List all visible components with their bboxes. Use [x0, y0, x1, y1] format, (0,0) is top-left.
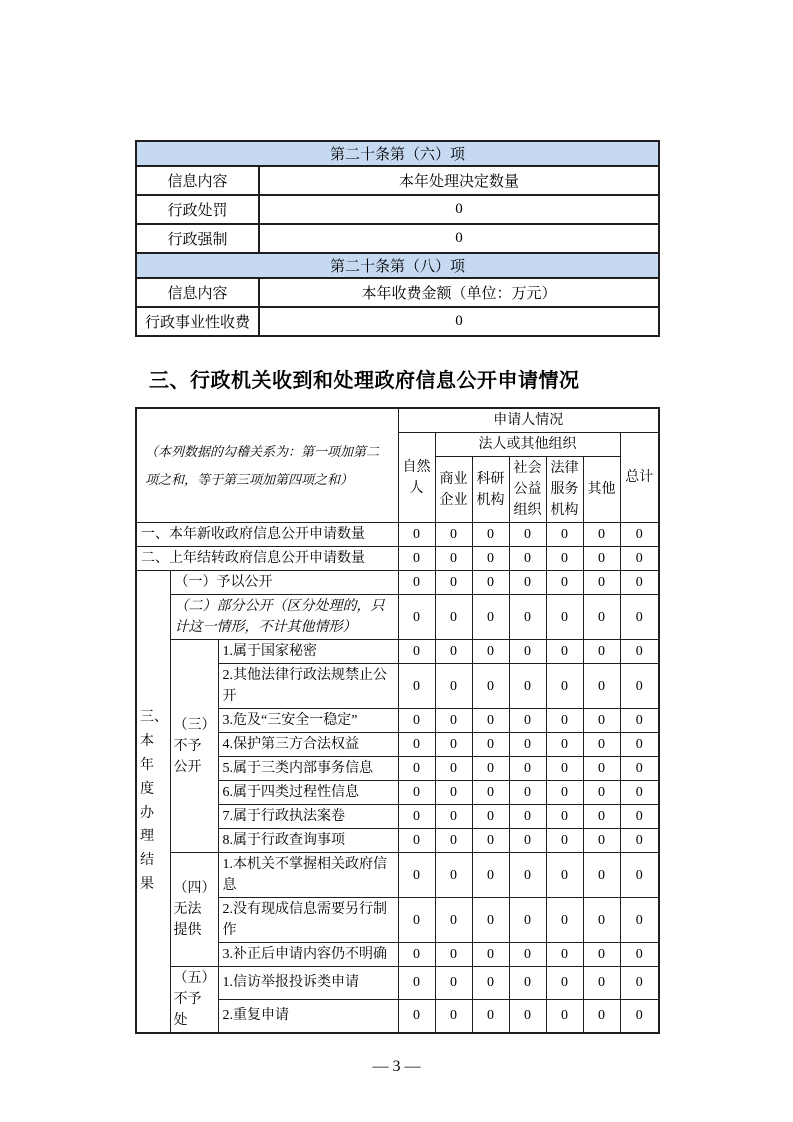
- data-cell: 0: [435, 829, 472, 853]
- row-label: 信息内容: [136, 278, 259, 307]
- row-label: 行政处罚: [136, 195, 259, 224]
- data-cell: 0: [398, 640, 435, 664]
- row-value: 本年处理决定数量: [259, 166, 659, 195]
- header-applicant-status: 申请人情况: [398, 408, 659, 433]
- data-cell: 0: [546, 999, 583, 1033]
- data-cell: 0: [398, 829, 435, 853]
- data-cell: 0: [620, 943, 659, 967]
- data-cell: 0: [620, 640, 659, 664]
- table-row: [136, 307, 659, 336]
- data-cell: 0: [620, 967, 659, 1000]
- table-row: [136, 278, 659, 307]
- table-row: [136, 141, 659, 166]
- table-row: [136, 967, 659, 1000]
- data-cell: 0: [472, 595, 509, 640]
- data-cell: 0: [620, 853, 659, 898]
- data-cell: 0: [583, 595, 620, 640]
- data-cell: 0: [509, 967, 546, 1000]
- data-cell: 0: [398, 853, 435, 898]
- data-cell: 0: [398, 898, 435, 943]
- data-cell: 0: [398, 595, 435, 640]
- category-label: （三）不予公开: [170, 640, 218, 853]
- article20-table: [135, 140, 660, 337]
- row-label: 2.重复申请: [218, 999, 398, 1033]
- row-value: 0: [259, 195, 659, 224]
- data-cell: 0: [472, 805, 509, 829]
- data-cell: 0: [472, 547, 509, 571]
- data-cell: 0: [509, 664, 546, 709]
- data-cell: 0: [509, 547, 546, 571]
- data-cell: 0: [398, 943, 435, 967]
- data-cell: 0: [472, 640, 509, 664]
- header-total: 总计: [620, 433, 659, 523]
- data-cell: 0: [472, 523, 509, 547]
- data-cell: 0: [583, 805, 620, 829]
- data-cell: 0: [435, 523, 472, 547]
- row-label: （一）予以公开: [170, 571, 398, 595]
- data-cell: 0: [583, 733, 620, 757]
- data-cell: 0: [398, 664, 435, 709]
- data-cell: 0: [472, 943, 509, 967]
- data-cell: 0: [472, 853, 509, 898]
- data-cell: 0: [509, 571, 546, 595]
- data-cell: 0: [620, 781, 659, 805]
- data-cell: 0: [435, 547, 472, 571]
- data-cell: 0: [398, 781, 435, 805]
- data-cell: 0: [509, 757, 546, 781]
- data-cell: 0: [546, 967, 583, 1000]
- data-cell: 0: [546, 595, 583, 640]
- data-cell: 0: [509, 523, 546, 547]
- document-page: [135, 0, 658, 1076]
- category-label: （四）无法提供: [170, 853, 218, 967]
- data-cell: 0: [546, 853, 583, 898]
- data-cell: 0: [398, 967, 435, 1000]
- data-cell: 0: [472, 571, 509, 595]
- data-cell: 0: [509, 999, 546, 1033]
- data-cell: 0: [509, 733, 546, 757]
- table-band-header: 第二十条第（六）项: [136, 141, 659, 166]
- data-cell: 0: [472, 757, 509, 781]
- data-cell: 0: [472, 999, 509, 1033]
- data-cell: 0: [435, 571, 472, 595]
- row-label: 4.保护第三方合法权益: [218, 733, 398, 757]
- data-cell: 0: [509, 709, 546, 733]
- data-cell: 0: [509, 829, 546, 853]
- data-cell: 0: [620, 805, 659, 829]
- data-cell: 0: [583, 943, 620, 967]
- data-cell: 0: [435, 664, 472, 709]
- data-cell: 0: [435, 967, 472, 1000]
- data-cell: 0: [509, 781, 546, 805]
- data-cell: 0: [472, 709, 509, 733]
- row-label: 行政强制: [136, 224, 259, 253]
- data-cell: 0: [620, 523, 659, 547]
- data-cell: 0: [435, 733, 472, 757]
- header-org-type: 商业企业: [435, 457, 472, 523]
- data-cell: 0: [398, 709, 435, 733]
- table-row: [136, 224, 659, 253]
- data-cell: 0: [509, 640, 546, 664]
- row-label: 1.属于国家秘密: [218, 640, 398, 664]
- data-cell: 0: [435, 805, 472, 829]
- data-cell: 0: [398, 999, 435, 1033]
- row-label: 二、上年结转政府信息公开申请数量: [136, 547, 398, 571]
- data-cell: 0: [398, 757, 435, 781]
- data-cell: 0: [583, 967, 620, 1000]
- data-cell: 0: [620, 757, 659, 781]
- row-label: 信息内容: [136, 166, 259, 195]
- data-cell: 0: [509, 805, 546, 829]
- header-org-type: 社会公益组织: [509, 457, 546, 523]
- data-cell: 0: [509, 898, 546, 943]
- data-cell: 0: [620, 829, 659, 853]
- table-row: [136, 253, 659, 278]
- data-cell: 0: [583, 709, 620, 733]
- table-note: （本列数据的勾稽关系为：第一项加第二项之和，等于第三项加第四项之和）: [136, 408, 398, 523]
- data-cell: 0: [583, 999, 620, 1033]
- table-row: [136, 640, 659, 664]
- data-cell: 0: [546, 709, 583, 733]
- data-cell: 0: [398, 571, 435, 595]
- data-cell: 0: [546, 640, 583, 664]
- table-row: [136, 595, 659, 640]
- data-cell: 0: [620, 733, 659, 757]
- category-label: （五）不予处: [170, 967, 218, 1034]
- data-cell: 0: [620, 898, 659, 943]
- data-cell: 0: [546, 805, 583, 829]
- row-label: 3.危及“三安全一稳定”: [218, 709, 398, 733]
- table-row: [136, 166, 659, 195]
- data-cell: 0: [435, 943, 472, 967]
- table-row: [136, 571, 659, 595]
- data-cell: 0: [472, 733, 509, 757]
- application-table: [135, 407, 660, 1034]
- row-label: 行政事业性收费: [136, 307, 259, 336]
- table-row: [136, 853, 659, 898]
- data-cell: 0: [583, 781, 620, 805]
- table-row: [136, 547, 659, 571]
- table-row: [136, 195, 659, 224]
- row-label: （二）部分公开（区分处理的，只计这一情形，不计其他情形）: [170, 595, 398, 640]
- data-cell: 0: [546, 757, 583, 781]
- data-cell: 0: [583, 640, 620, 664]
- data-cell: 0: [435, 709, 472, 733]
- data-cell: 0: [546, 829, 583, 853]
- row-value: 0: [259, 224, 659, 253]
- data-cell: 0: [583, 757, 620, 781]
- data-cell: 0: [546, 523, 583, 547]
- data-cell: 0: [472, 781, 509, 805]
- data-cell: 0: [472, 829, 509, 853]
- data-cell: 0: [620, 999, 659, 1033]
- data-cell: 0: [398, 805, 435, 829]
- row-value: 0: [259, 307, 659, 336]
- data-cell: 0: [546, 547, 583, 571]
- data-cell: 0: [435, 999, 472, 1033]
- header-org-type: 法律服务机构: [546, 457, 583, 523]
- section-title: 三、行政机关收到和处理政府信息公开申请情况: [149, 370, 580, 392]
- header-legal-org: 法人或其他组织: [435, 433, 620, 457]
- data-cell: 0: [546, 898, 583, 943]
- data-cell: 0: [583, 829, 620, 853]
- data-cell: 0: [472, 898, 509, 943]
- row-label: 2.其他法律行政法规禁止公开: [218, 664, 398, 709]
- data-cell: 0: [620, 547, 659, 571]
- data-cell: 0: [546, 664, 583, 709]
- row-label: 1.信访举报投诉类申请: [218, 967, 398, 1000]
- data-cell: 0: [398, 733, 435, 757]
- table-band-header: 第二十条第（八）项: [136, 253, 659, 278]
- data-cell: 0: [620, 709, 659, 733]
- data-cell: 0: [435, 595, 472, 640]
- row-value: 本年收费金额（单位：万元）: [259, 278, 659, 307]
- header-row: [136, 408, 659, 433]
- header-org-type: 其他: [583, 457, 620, 523]
- data-cell: 0: [546, 781, 583, 805]
- data-cell: 0: [509, 853, 546, 898]
- data-cell: 0: [546, 571, 583, 595]
- page-number: — 3 —: [372, 1058, 421, 1075]
- data-cell: 0: [509, 943, 546, 967]
- row-label: 5.属于三类内部事务信息: [218, 757, 398, 781]
- header-natural-person: 自然人: [398, 433, 435, 523]
- row-label: 一、本年新收政府信息公开申请数量: [136, 523, 398, 547]
- data-cell: 0: [546, 733, 583, 757]
- header-org-type: 科研机构: [472, 457, 509, 523]
- data-cell: 0: [509, 595, 546, 640]
- row-label: 8.属于行政查询事项: [218, 829, 398, 853]
- row-label: 1.本机关不掌握相关政府信息: [218, 853, 398, 898]
- row-label: 3.补正后申请内容仍不明确: [218, 943, 398, 967]
- row-group-label: 三、本年度办理结果: [136, 571, 170, 1034]
- data-cell: 0: [398, 523, 435, 547]
- data-cell: 0: [620, 595, 659, 640]
- data-cell: 0: [583, 523, 620, 547]
- data-cell: 0: [583, 853, 620, 898]
- data-cell: 0: [435, 757, 472, 781]
- table-row: [136, 523, 659, 547]
- row-label: 7.属于行政执法案卷: [218, 805, 398, 829]
- data-cell: 0: [620, 571, 659, 595]
- row-label: 6.属于四类过程性信息: [218, 781, 398, 805]
- data-cell: 0: [398, 547, 435, 571]
- data-cell: 0: [583, 571, 620, 595]
- data-cell: 0: [472, 664, 509, 709]
- data-cell: 0: [435, 898, 472, 943]
- data-cell: 0: [620, 664, 659, 709]
- data-cell: 0: [472, 967, 509, 1000]
- row-label: 2.没有现成信息需要另行制作: [218, 898, 398, 943]
- data-cell: 0: [583, 898, 620, 943]
- data-cell: 0: [546, 943, 583, 967]
- data-cell: 0: [435, 640, 472, 664]
- data-cell: 0: [583, 664, 620, 709]
- data-cell: 0: [435, 781, 472, 805]
- data-cell: 0: [583, 547, 620, 571]
- data-cell: 0: [435, 853, 472, 898]
